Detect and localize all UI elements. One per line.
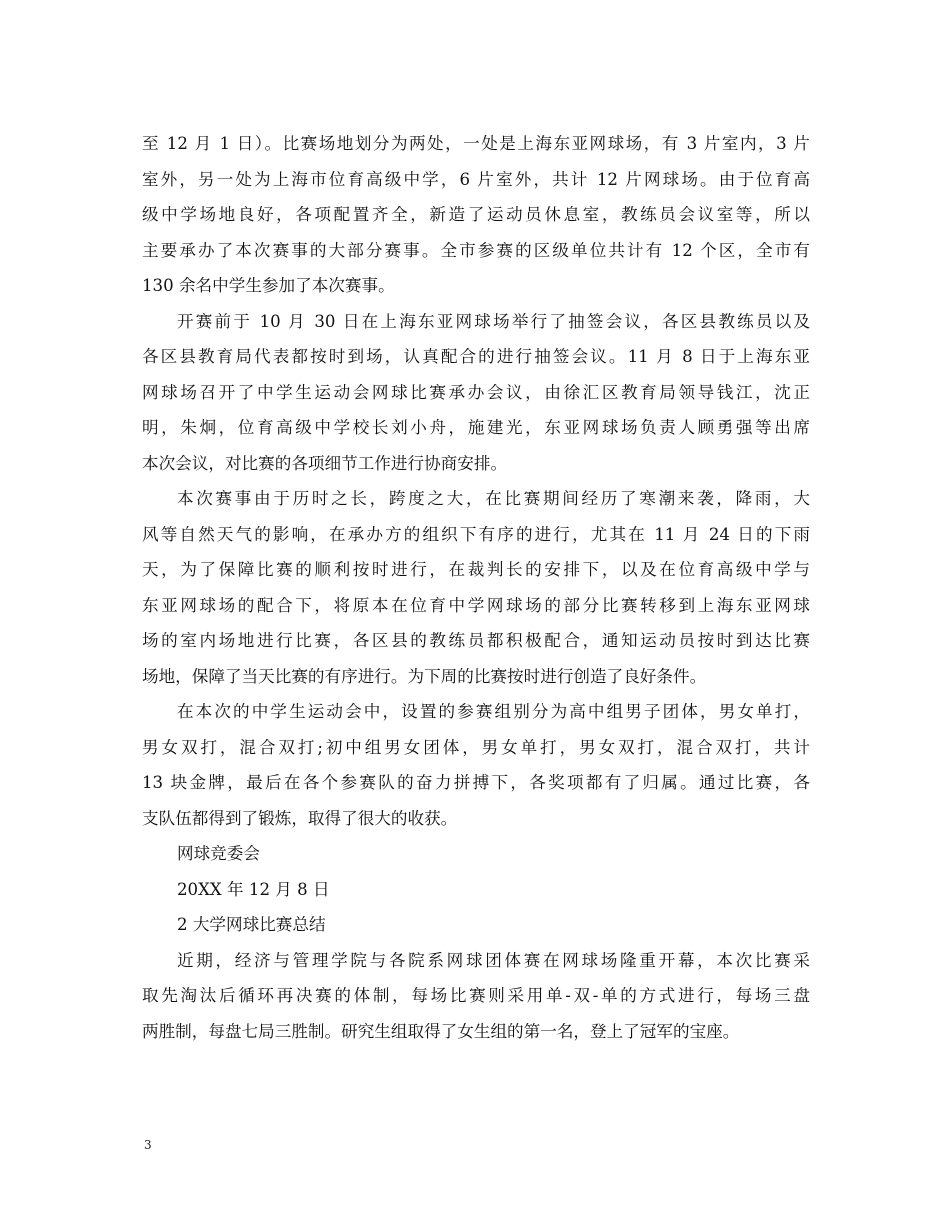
paragraph-1-line-5: 130 余名中学生参加了本次赛事。: [142, 276, 395, 295]
paragraph-2-line-5: 本次会议，对比赛的各项细节工作进行协商安排。: [142, 453, 508, 473]
paragraph-1-line-2: 室外，另一处为上海市位育高级中学，6 片室外，共计 12 片网球场。由于位育高: [142, 169, 810, 189]
page-number: 3: [144, 1138, 152, 1152]
paragraph-4-line-3: 13 块金牌，最后在各个参赛队的奋力拼搏下，各奖项都有了归属。通过比赛，各: [142, 773, 810, 792]
final-paragraph-line-2: 取先淘汰后循环再决赛的体制，每场比赛则采用单-双-单的方式进行，每场三盘: [142, 986, 810, 1005]
document-date: 20XX 年 12 月 8 日: [177, 879, 330, 899]
paragraph-2-line-2: 各区县教育局代表都按时到场，认真配合的进行抽签会议。11 月 8 日于上海东亚: [142, 347, 810, 366]
paragraph-2-line-1: 开赛前于 10 月 30 日在上海东亚网球场举行了抽签会议，各区县教练员以及: [177, 311, 810, 331]
paragraph-4-line-1: 在本次的中学生运动会中，设置的参赛组别分为高中组男子团体，男女单打，: [177, 702, 810, 721]
paragraph-2-line-3: 网球场召开了中学生运动会网球比赛承办会议，由徐汇区教育局领导钱江，沈正: [142, 382, 810, 402]
final-paragraph-line-3: 两胜制，每盘七局三胜制。研究生组取得了女生组的第一名，登上了冠军的宝座。: [142, 1021, 740, 1041]
paragraph-3-line-1: 本次赛事由于历时之长，跨度之大，在比赛期间经历了寒潮来袭，降雨，大: [177, 489, 810, 508]
paragraph-3-line-3: 天，为了保障比赛的顺利按时进行，在裁判长的安排下，以及在位育高级中学与: [142, 560, 810, 579]
paragraph-1-line-1: 至 12 月 1 日）。比赛场地划分为两处，一处是上海东亚网球场，有 3 片室内，3 片: [142, 134, 810, 153]
paragraph-4-line-2: 男女双打，混合双打;初中组男女团体，男女单打，男女双打，混合双打，共计: [142, 737, 810, 757]
paragraph-2-line-4: 明，朱炯，位育高级中学校长刘小舟，施建光，东亚网球场负责人顾勇强等出席: [142, 418, 810, 437]
document-body: [142, 126, 810, 1049]
paragraph-3-line-2: 风等自然天气的影响，在承办方的组织下有序的进行，尤其在 11 月 24 日的下雨: [142, 524, 810, 544]
paragraph-4-line-4: 支队伍都得到了锻炼，取得了很大的收获。: [142, 808, 458, 828]
final-paragraph-line-1: 近期，经济与管理学院与各院系网球团体赛在网球场隆重开幕，本次比赛采: [177, 950, 810, 970]
signature: 网球竞委会: [177, 844, 260, 863]
section-heading: 2 大学网球比赛总结: [177, 915, 326, 934]
paragraph-3-line-4: 东亚网球场的配合下，将原本在位育中学网球场的部分比赛转移到上海东亚网球: [142, 595, 810, 615]
paragraph-3-line-5: 场的室内场地进行比赛，各区县的教练员都积极配合，通知运动员按时到达比赛: [142, 631, 810, 650]
paragraph-3-line-6: 场地，保障了当天比赛的有序进行。为下周的比赛按时进行创造了良好条件。: [142, 666, 707, 686]
paragraph-1-line-4: 主要承办了本次赛事的大部分赛事。全市参赛的区级单位共计有 12 个区，全市有: [142, 240, 810, 260]
paragraph-1-line-3: 级中学场地良好，各项配置齐全，新造了运动员休息室，教练员会议室等，所以: [142, 205, 810, 224]
